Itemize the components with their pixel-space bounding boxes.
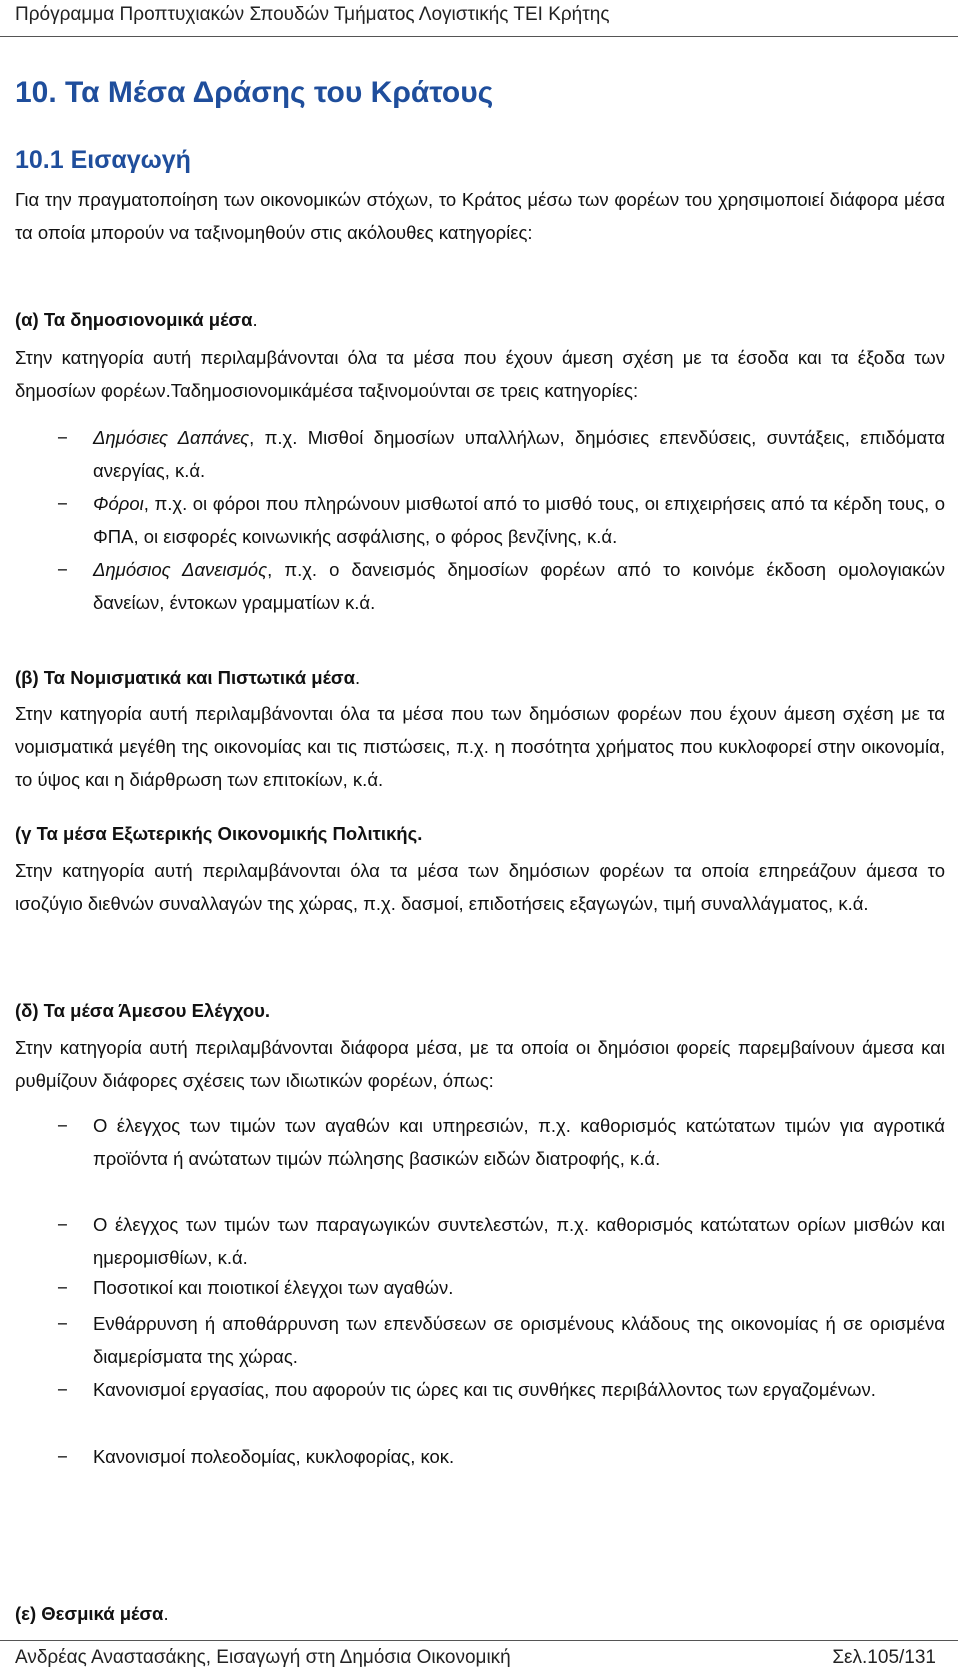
heading-b bbox=[15, 661, 945, 694]
header-title: Πρόγραμμα Προπτυχιακών Σπουδών Τμήματος Λογιστικής ΤΕΙ Κρήτης bbox=[15, 4, 610, 25]
footer-author: Ανδρέας Αναστασάκης, Εισαγωγή στη Δημόσια Οικονομική bbox=[15, 1647, 511, 1668]
paragraph-a: Στην κατηγορία αυτή περιλαμβάνονται όλα τα μέσα που έχουν άμεση σχέση με τα έσοδα και τα έξοδα των δημοσίων φορέων.Ταδημοσιονομικάμέσα ταξινομούνται σε τρεις κατηγορίες: bbox=[15, 347, 945, 401]
paragraph-b: Στην κατηγορία αυτή περιλαμβάνονται όλα τα μέσα που των δημόσιων φορέων που έχουν άμεση σχέση με τα νομισματικά μεγέθη της οικονομίας και τις πιστώσεις, π.χ. η ποσότητα χρήματος που κυκλοφορεί στην οικονομία, το ύψος και η διάρθρωση των επιτοκίων, κ.ά. bbox=[15, 703, 945, 790]
bullet-dash: − bbox=[57, 1277, 68, 1298]
term: Δημόσιες Δαπάνες bbox=[93, 427, 250, 448]
heading-e bbox=[15, 1597, 945, 1630]
heading-e-text: (ε) Θεσμικά μέσα bbox=[15, 1603, 164, 1624]
bullet-dash: − bbox=[57, 427, 68, 448]
heading-a-text: (α) Τα δημοσιονομικά μέσα bbox=[15, 309, 253, 330]
bullet-dash: − bbox=[57, 1214, 68, 1235]
list-item-text bbox=[93, 553, 945, 619]
intro-paragraph: Για την πραγματοποίηση των οικονομικών στόχων, το Κράτος μέσω των φορέων του χρησιμοποιεί διάφορα μέσα τα οποία μπορούν να ταξινομηθούν στις ακόλουθες κατηγορίες: bbox=[15, 189, 945, 243]
heading-d: (δ) Τα μέσα Άμεσου Ελέγχου. bbox=[15, 1000, 271, 1021]
paragraph-c: Στην κατηγορία αυτή περιλαμβάνονται όλα τα μέσα των δημόσιων φορέων τα οποία επηρεάζουν άμεσα το ισοζύγιο διεθνών συναλλαγών της χώρας, π.χ. δασμοί, επιδοτήσεις εξαγωγών, τιμή συναλλάγματος, κ.ά. bbox=[15, 860, 945, 914]
term-rest: , π.χ. οι φόροι που πληρώνουν μισθωτοί από το μισθό τους, οι επιχειρήσεις από τα κέρδη τους, ο ΦΠΑ, οι εισφορές κοινωνικής ασφάλισης, ο φόρος βενζίνης, κ.ά. bbox=[93, 493, 945, 547]
list-item-text: Κανονισμοί πολεοδομίας, κυκλοφορίας, κοκ. bbox=[93, 1446, 455, 1467]
heading-a bbox=[15, 303, 945, 336]
list-item-text: Ο έλεγχος των τιμών των παραγωγικών συντελεστών, π.χ. καθορισμός κατώτατων ορίων μισθών και ημερομισθίων, κ.ά. bbox=[93, 1214, 945, 1268]
list-item-text: Ποσοτικοί και ποιοτικοί έλεγχοι των αγαθών. bbox=[93, 1277, 454, 1298]
list-item-text: Ενθάρρυνση ή αποθάρρυνση των επενδύσεων σε ορισμένους κλάδους της οικονομίας ή σε ορισμένα διαμερίσματα της χώρας. bbox=[93, 1313, 945, 1367]
term: Δημόσιος Δανεισμός bbox=[93, 559, 268, 580]
term: Φόροι bbox=[93, 493, 144, 514]
chapter-title: 10. Τα Μέσα Δράσης του Κράτους bbox=[15, 76, 494, 109]
heading-b-end: . bbox=[354, 667, 361, 688]
list-item-text: Ο έλεγχος των τιμών των αγαθών και υπηρεσιών, π.χ. καθορισμός κατώτατων τιμών για αγροτικά προϊόντα ή ανώτατων τιμών πώλησης βασικών ειδών διατροφής, κ.ά. bbox=[93, 1115, 945, 1169]
list-item-text bbox=[93, 487, 945, 553]
list-item-text: Κανονισμοί εργασίας, που αφορούν τις ώρες και τις συνθήκες περιβάλλοντος των εργαζομένων. bbox=[93, 1379, 876, 1400]
page-header bbox=[0, 0, 958, 37]
term-rest: , π.χ. Μισθοί δημοσίων υπαλλήλων, δημόσιες επενδύσεις, συντάξεις, επιδόματα ανεργίας, κ.ά. bbox=[93, 427, 945, 481]
bullet-dash: − bbox=[57, 1313, 68, 1334]
bullet-dash: − bbox=[57, 1379, 68, 1400]
heading-a-end: . bbox=[252, 309, 258, 330]
bullet-dash: − bbox=[57, 559, 68, 580]
heading-b-text: (β) Τα Νομισματικά και Πιστωτικά μέσα bbox=[15, 667, 355, 688]
page-number: Σελ.105/131 bbox=[832, 1647, 936, 1668]
list-item-text bbox=[93, 421, 945, 487]
bullet-dash: − bbox=[57, 1115, 68, 1136]
bullet-dash: − bbox=[57, 493, 68, 514]
term-rest: , π.χ. ο δανεισμός δημοσίων φορέων από το κοινόμε έκδοση ομολογιακών δανείων, έντοκων γραμματίων κ.ά. bbox=[93, 559, 945, 613]
heading-c: (γ Τα μέσα Εξωτερικής Οικονομικής Πολιτικής. bbox=[15, 823, 423, 844]
bullet-dash: − bbox=[57, 1446, 68, 1467]
section-title: 10.1 Εισαγωγή bbox=[15, 146, 191, 174]
heading-e-end: . bbox=[163, 1603, 169, 1624]
paragraph-d: Στην κατηγορία αυτή περιλαμβάνονται διάφορα μέσα, με τα οποία οι δημόσιοι φορείς παρεμβαίνουν άμεσα και ρυθμίζουν διάφορες σχέσεις των ιδιωτικών φορέων, όπως: bbox=[15, 1037, 945, 1091]
page-footer bbox=[0, 1640, 958, 1671]
